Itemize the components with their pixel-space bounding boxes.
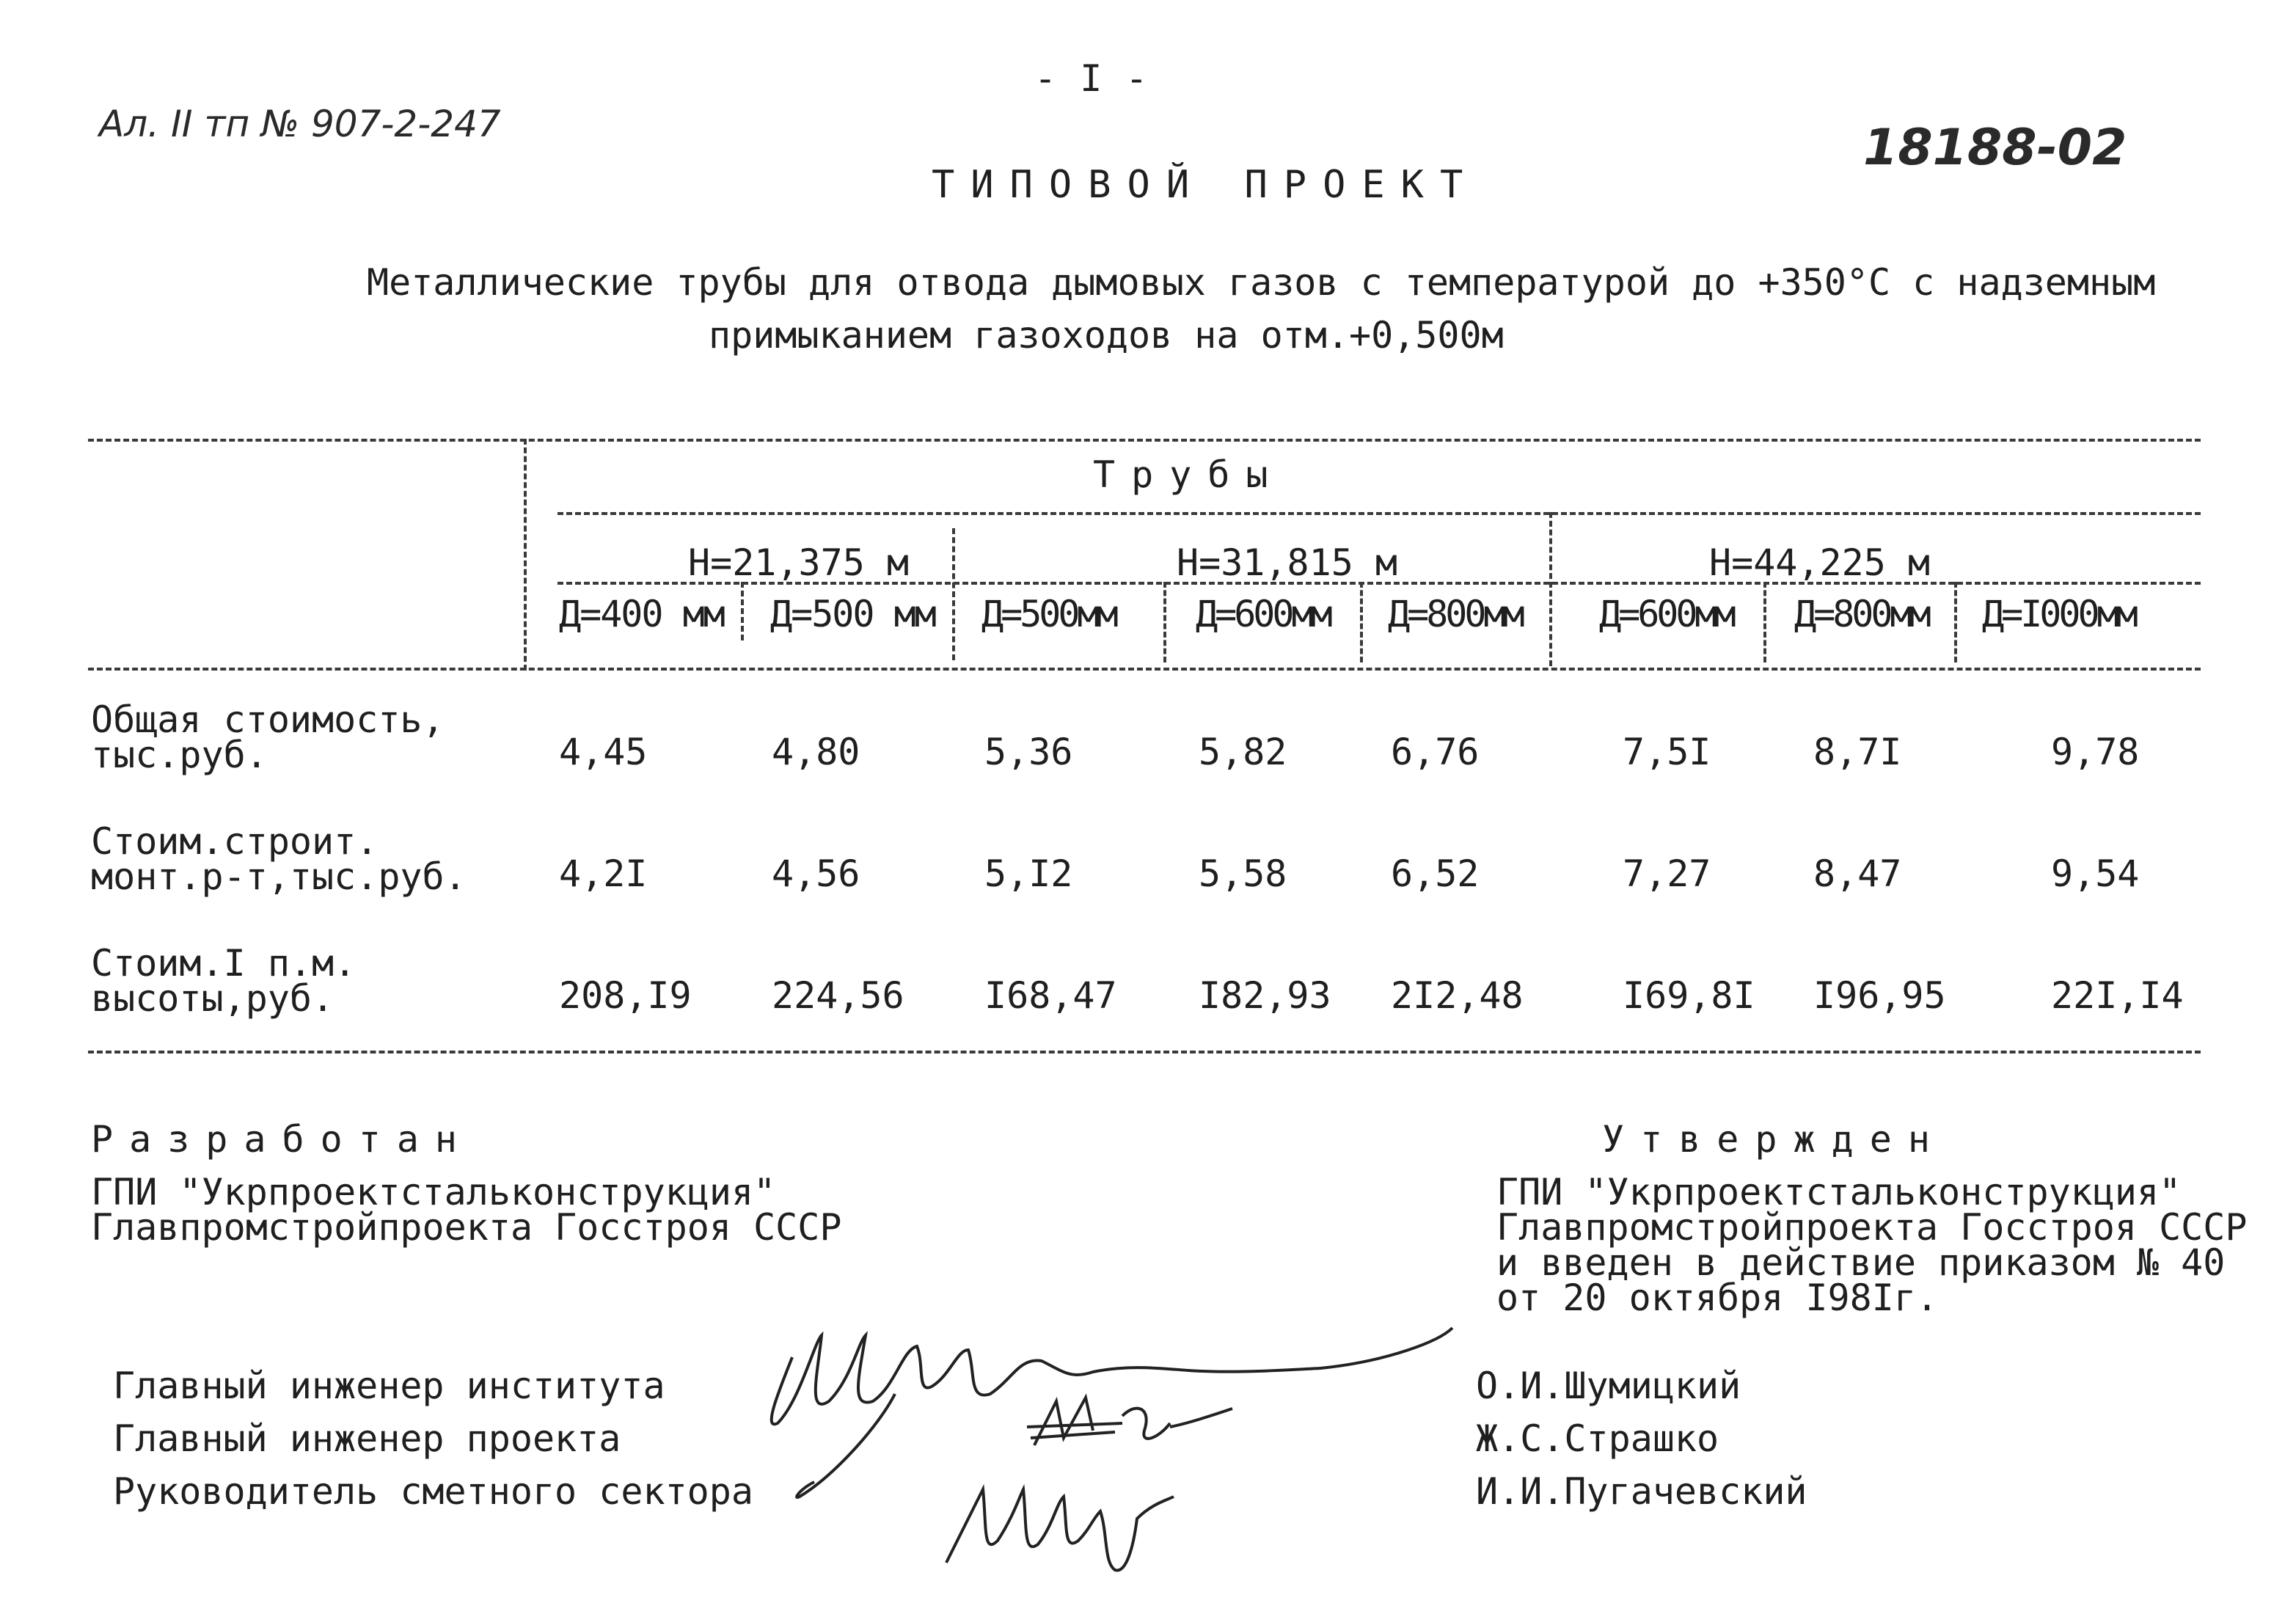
column-header-5: Д=800мм — [1388, 593, 1522, 635]
row-3-value: 208,I9 — [559, 974, 692, 1017]
column-header-4: Д=600мм — [1196, 593, 1330, 635]
row-1-value: 6,76 — [1391, 731, 1480, 773]
signatory-role-3: Руководитель сметного сектора — [113, 1470, 753, 1513]
header-bottom-rule — [88, 668, 2201, 671]
row-2-value: 9,54 — [2051, 852, 2140, 895]
approved-heading: Утвержден — [1602, 1118, 1946, 1161]
column-divider-1 — [741, 582, 744, 640]
row-3-value: I96,95 — [1813, 974, 1946, 1017]
row-1-label-line-2: тыс.руб. — [91, 734, 268, 776]
column-header-8: Д=I000мм — [1982, 593, 2135, 635]
row-3-value: 2I2,48 — [1391, 974, 1524, 1017]
column-divider-2 — [952, 528, 955, 660]
column-header-1: Д=400 мм — [559, 593, 724, 635]
height-group-3: Н=44,225 м — [1709, 541, 1931, 584]
column-divider-5 — [1549, 512, 1552, 666]
row-3-value: I69,8I — [1623, 974, 1755, 1017]
group-header-rule — [557, 512, 2201, 515]
document-type-title: ТИПОВОЙ ПРОЕКТ — [932, 163, 1480, 207]
row-1-value: 5,82 — [1199, 731, 1287, 773]
row-1-value: 4,80 — [772, 731, 860, 773]
handwritten-reference: Ал. II тп № 907-2-247 — [99, 103, 501, 145]
row-2-value: 4,2I — [559, 852, 648, 895]
table-top-rule — [88, 439, 2201, 442]
column-divider-3 — [1163, 582, 1166, 662]
row-2-value: 5,I2 — [984, 852, 1073, 895]
height-group-1: Н=21,375 м — [688, 541, 910, 584]
table-bottom-rule — [88, 1051, 2201, 1054]
signature-estimate-sector-head — [932, 1460, 1196, 1585]
column-header-3: Д=500мм — [981, 593, 1116, 635]
signatory-name-2: Ж.С.Страшко — [1476, 1417, 1719, 1460]
label-column-divider — [524, 439, 527, 671]
row-1-value: 7,5I — [1623, 731, 1711, 773]
row-1-value: 8,7I — [1813, 731, 1902, 773]
row-2-label-line-2: монт.р-т,тыс.руб. — [91, 855, 467, 898]
row-1-value: 5,36 — [984, 731, 1073, 773]
row-3-value: 224,56 — [772, 974, 904, 1017]
row-2-value: 6,52 — [1391, 852, 1480, 895]
column-header-7: Д=800мм — [1794, 593, 1928, 635]
signatory-name-1: О.И.Шумицкий — [1476, 1365, 1741, 1407]
table-group-header: Трубы — [1093, 453, 1284, 496]
height-group-2: Н=31,815 м — [1177, 541, 1398, 584]
column-header-6: Д=600мм — [1599, 593, 1733, 635]
approved-line-1: ГПИ "Укрпроектстальконструкция" — [1496, 1171, 2182, 1213]
signatory-role-1: Главный инженер института — [113, 1365, 665, 1407]
row-2-value: 4,56 — [772, 852, 860, 895]
developed-org-line-2: Главпромстройпроекта Госстроя СССР — [91, 1206, 842, 1249]
approved-line-2: Главпромстройпроекта Госстроя СССР — [1496, 1206, 2248, 1249]
row-2-value: 7,27 — [1623, 852, 1711, 895]
row-3-value: I68,47 — [984, 974, 1117, 1017]
approved-line-4: от 20 октября I98Iг. — [1496, 1277, 1939, 1319]
signatory-role-2: Главный инженер проекта — [113, 1417, 621, 1460]
column-divider-7 — [1954, 582, 1957, 662]
row-3-value: 22I,I4 — [2051, 974, 2184, 1017]
row-2-label-line-1: Стоим.строит. — [91, 820, 379, 863]
row-2-value: 5,58 — [1199, 852, 1287, 895]
column-divider-6 — [1763, 582, 1766, 662]
column-divider-4 — [1360, 582, 1363, 662]
handwritten-code: 18188-02 — [1863, 119, 2127, 177]
subtitle-line-2: примыканием газоходов на отм.+0,500м — [709, 314, 1504, 357]
developed-org-line-1: ГПИ "Укрпроектстальконструкция" — [91, 1171, 776, 1213]
signatory-name-3: И.И.Пугачевский — [1476, 1470, 1807, 1513]
row-1-value: 9,78 — [2051, 731, 2140, 773]
row-1-label-line-1: Общая стоимость, — [91, 698, 445, 741]
page-number: - I - — [1034, 57, 1149, 100]
developed-heading: Разработан — [91, 1118, 474, 1161]
row-3-value: I82,93 — [1199, 974, 1331, 1017]
row-3-label-line-2: высоты,руб. — [91, 977, 334, 1020]
column-header-2: Д=500 мм — [770, 593, 935, 635]
row-3-label-line-1: Стоим.I п.м. — [91, 942, 357, 985]
row-1-value: 4,45 — [559, 731, 648, 773]
subtitle-line-1: Металлические трубы для отвода дымовых газов с температурой до +350°С с надземным — [367, 261, 2156, 304]
approved-line-3: и введен в действие приказом № 40 — [1496, 1241, 2226, 1284]
row-2-value: 8,47 — [1813, 852, 1902, 895]
